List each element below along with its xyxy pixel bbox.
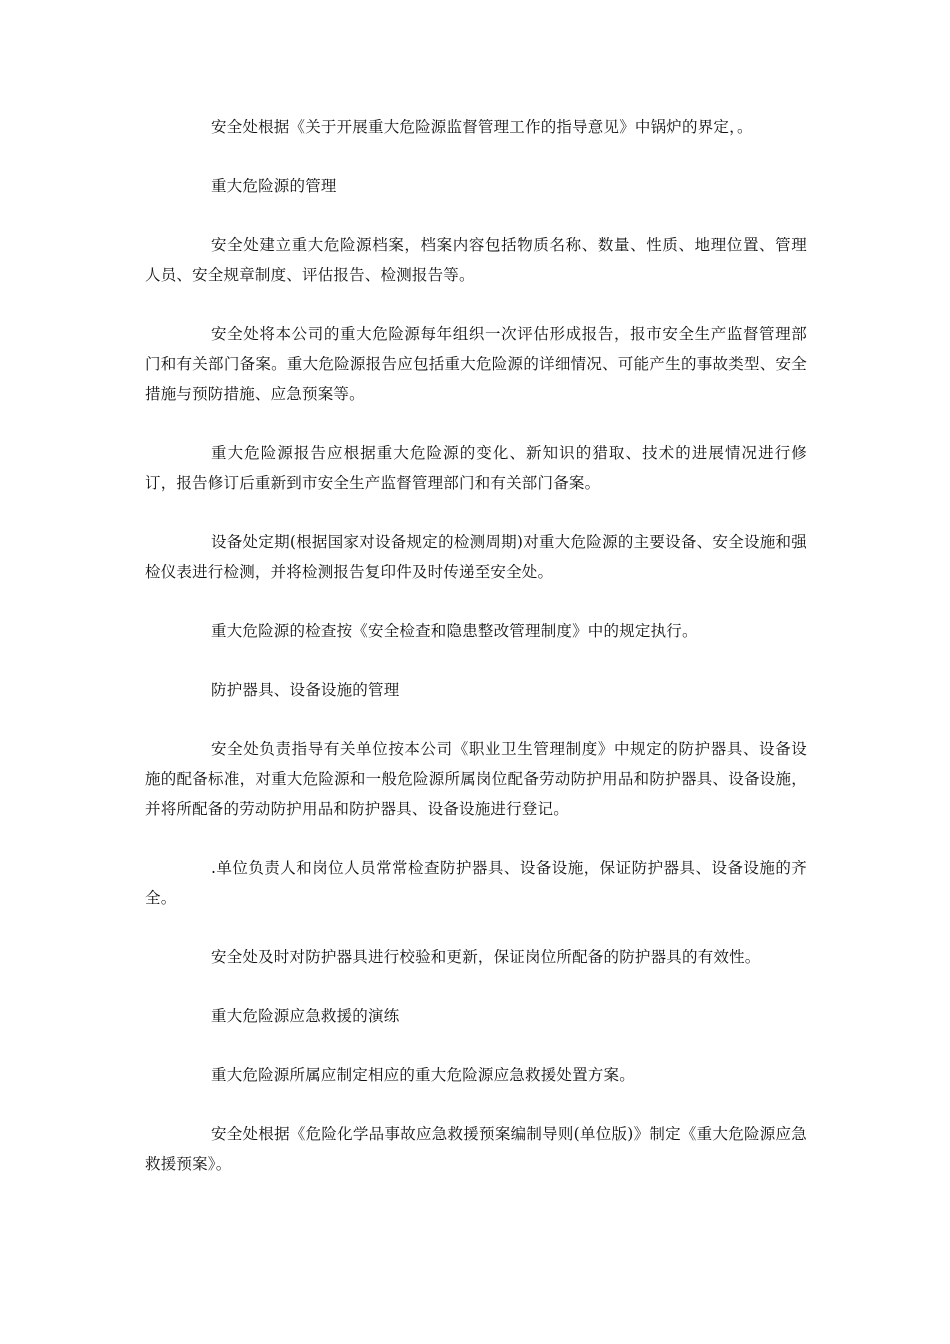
paragraph-hazard-archive: 安全处建立重大危险源档案，档案内容包括物质名称、数量、性质、地理位置、管理人员、安全规章制度、评估报告、检测报告等。 <box>145 236 807 284</box>
paragraph-hazard-check: 重大危险源的检查按《安全检查和隐患整改管理制度》中的规定执行。 <box>211 622 698 640</box>
paragraph-routine-check: .单位负责人和岗位人员常常检查防护器具、设备设施，保证防护器具、设备设施的齐全。 <box>145 859 807 907</box>
section-heading-major-hazard-management: 重大危险源的管理 <box>211 177 337 195</box>
paragraph-report-revision: 重大危险源报告应根据重大危险源的变化、新知识的猎取、技术的进展情况进行修订，报告修订后重新到市安全生产监督管理部门和有关部门备案。 <box>145 444 807 492</box>
section-heading-emergency-drill: 重大危险源应急救援的演练 <box>211 1007 400 1025</box>
paragraph-annual-assessment: 安全处将本公司的重大危险源每年组织一次评估形成报告，报市安全生产监督管理部门和有关部门备案。重大危险源报告应包括重大危险源的详细情况、可能产生的事故类型、安全措施与预防措施、应急预案等。 <box>145 325 807 403</box>
paragraph-equipment-guidance: 安全处负责指导有关单位按本公司《职业卫生管理制度》中规定的防护器具、设备设施的配备标准，对重大危险源和一般危险源所属岗位配备劳动防护用品和防护器具、设备设施，并将所配备的劳动防护用品和防护器具、设备设施进行登记。 <box>145 740 807 818</box>
paragraph-boiler-definition: 安全处根据《关于开展重大危险源监督管理工作的指导意见》中锅炉的界定，。 <box>211 118 753 136</box>
section-heading-protective-equipment: 防护器具、设备设施的管理 <box>211 681 400 699</box>
paragraph-emergency-plan: 安全处根据《危险化学品事故应急救援预案编制导则(单位版)》制定《重大危险源应急救援预案》。 <box>145 1125 807 1173</box>
paragraph-equipment-inspection: 设备处定期(根据国家对设备规定的检测周期)对重大危险源的主要设备、安全设施和强检仪表进行检测，并将检测报告复印件及时传递至安全处。 <box>145 533 807 581</box>
document-body <box>145 112 807 1208</box>
paragraph-calibration: 安全处及时对防护器具进行校验和更新，保证岗位所配备的防护器具的有效性。 <box>211 948 761 966</box>
paragraph-response-plan: 重大危险源所属应制定相应的重大危险源应急救援处置方案。 <box>211 1066 635 1084</box>
